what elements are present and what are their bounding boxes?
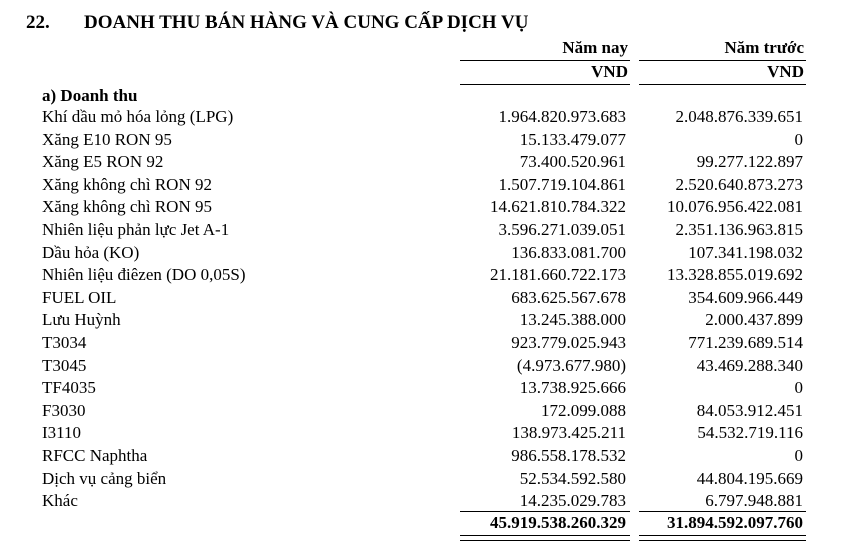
row-label: Xăng không chì RON 95 <box>42 197 212 217</box>
value-previous: 13.328.855.019.692 <box>667 265 803 285</box>
heading-title: DOANH THU BÁN HÀNG VÀ CUNG CẤP DỊCH VỤ <box>84 12 529 33</box>
unit-label-previous: VND <box>767 62 804 81</box>
value-current: 52.534.592.580 <box>519 468 626 488</box>
value-current: 15.133.479.077 <box>519 129 626 149</box>
value-current: 986.558.178.532 <box>511 445 626 465</box>
row-label: Xăng E5 RON 92 <box>42 152 164 172</box>
table-row <box>0 219 850 242</box>
table-row <box>0 377 850 400</box>
row-label: Lưu Huỳnh <box>42 310 121 330</box>
value-current: 683.625.567.678 <box>511 287 626 307</box>
value-previous: 2.000.437.899 <box>705 310 803 330</box>
value-previous: 44.804.195.669 <box>696 468 803 488</box>
table-row <box>0 468 850 491</box>
subsection-title: a) Doanh thu <box>42 86 138 105</box>
row-label: I3110 <box>42 423 82 443</box>
row-label: Xăng E10 RON 95 <box>42 129 172 149</box>
value-previous: 107.341.198.032 <box>688 242 803 262</box>
row-label: T3034 <box>42 332 87 352</box>
row-label: Khác <box>42 491 78 511</box>
value-current: 1.964.820.973.683 <box>498 107 626 126</box>
value-current: 14.621.810.784.322 <box>490 197 626 217</box>
unit-underline <box>639 84 806 85</box>
row-label: Dầu hỏa (KO) <box>42 242 140 262</box>
row-label: RFCC Naphtha <box>42 445 148 465</box>
value-current: 13.738.925.666 <box>519 378 626 398</box>
value-previous: 2.520.640.873.273 <box>675 174 803 194</box>
total-double-underline <box>639 535 806 541</box>
row-label: Nhiên liệu điêzen (DO 0,05S) <box>42 265 246 285</box>
table-row <box>0 196 850 219</box>
value-previous: 0 <box>794 445 803 465</box>
row-label: Nhiên liệu phản lực Jet A-1 <box>42 219 230 239</box>
unit-label-current: VND <box>591 62 628 81</box>
table-row <box>0 151 850 174</box>
row-label: F3030 <box>42 400 86 420</box>
value-previous: 0 <box>794 378 803 398</box>
heading-number: 22. <box>26 12 50 33</box>
table-row <box>0 422 850 445</box>
row-label: Khí dầu mỏ hóa lỏng (LPG) <box>42 107 234 126</box>
total-top-rule <box>639 511 806 512</box>
column-header-previous-year: Năm trước <box>724 38 804 57</box>
value-previous: 2.351.136.963.815 <box>675 219 803 239</box>
table-row <box>0 332 850 355</box>
table-row <box>0 490 850 513</box>
row-label: Dịch vụ cảng biển <box>42 468 167 488</box>
value-current: 1.507.719.104.861 <box>498 174 626 194</box>
value-previous: 354.609.966.449 <box>688 287 803 307</box>
value-previous: 99.277.122.897 <box>696 152 803 172</box>
row-label: FUEL OIL <box>42 287 117 307</box>
table-row <box>0 264 850 287</box>
table-row <box>0 174 850 197</box>
table-row <box>0 309 850 332</box>
total-double-underline <box>460 535 630 541</box>
total-top-rule <box>460 511 630 512</box>
column-header-current-year: Năm nay <box>562 38 628 57</box>
total-previous-year: 31.894.592.097.760 <box>667 513 803 532</box>
table-row <box>0 242 850 265</box>
header-underline <box>639 60 806 61</box>
section-heading <box>26 12 528 34</box>
value-previous: 43.469.288.340 <box>696 355 803 375</box>
table-row <box>0 355 850 378</box>
value-current: 172.099.088 <box>541 400 626 420</box>
value-previous: 2.048.876.339.651 <box>675 107 803 126</box>
value-current: 923.779.025.943 <box>511 332 626 352</box>
value-current: 14.235.029.783 <box>519 491 626 511</box>
total-current-year: 45.919.538.260.329 <box>490 513 626 532</box>
value-previous: 54.532.719.116 <box>697 423 803 443</box>
value-previous: 6.797.948.881 <box>705 491 803 511</box>
value-previous: 0 <box>794 129 803 149</box>
value-previous: 10.076.956.422.081 <box>667 197 803 217</box>
revenue-table <box>0 106 850 513</box>
value-current: (4.973.677.980) <box>516 355 626 375</box>
table-row <box>0 129 850 152</box>
row-label: T3045 <box>42 355 87 375</box>
value-previous: 84.053.912.451 <box>696 400 803 420</box>
header-underline <box>460 60 630 61</box>
value-previous: 771.239.689.514 <box>688 332 803 352</box>
value-current: 73.400.520.961 <box>519 152 626 172</box>
row-label: Xăng không chì RON 92 <box>42 174 212 194</box>
value-current: 21.181.660.722.173 <box>490 265 626 285</box>
value-current: 13.245.388.000 <box>519 310 626 330</box>
row-label: TF4035 <box>42 378 96 398</box>
table-row <box>0 400 850 423</box>
table-row <box>0 287 850 310</box>
value-current: 138.973.425.211 <box>511 423 626 443</box>
value-current: 3.596.271.039.051 <box>498 219 626 239</box>
value-current: 136.833.081.700 <box>511 242 626 262</box>
table-row <box>0 445 850 468</box>
table-row <box>0 106 850 129</box>
unit-underline <box>460 84 630 85</box>
